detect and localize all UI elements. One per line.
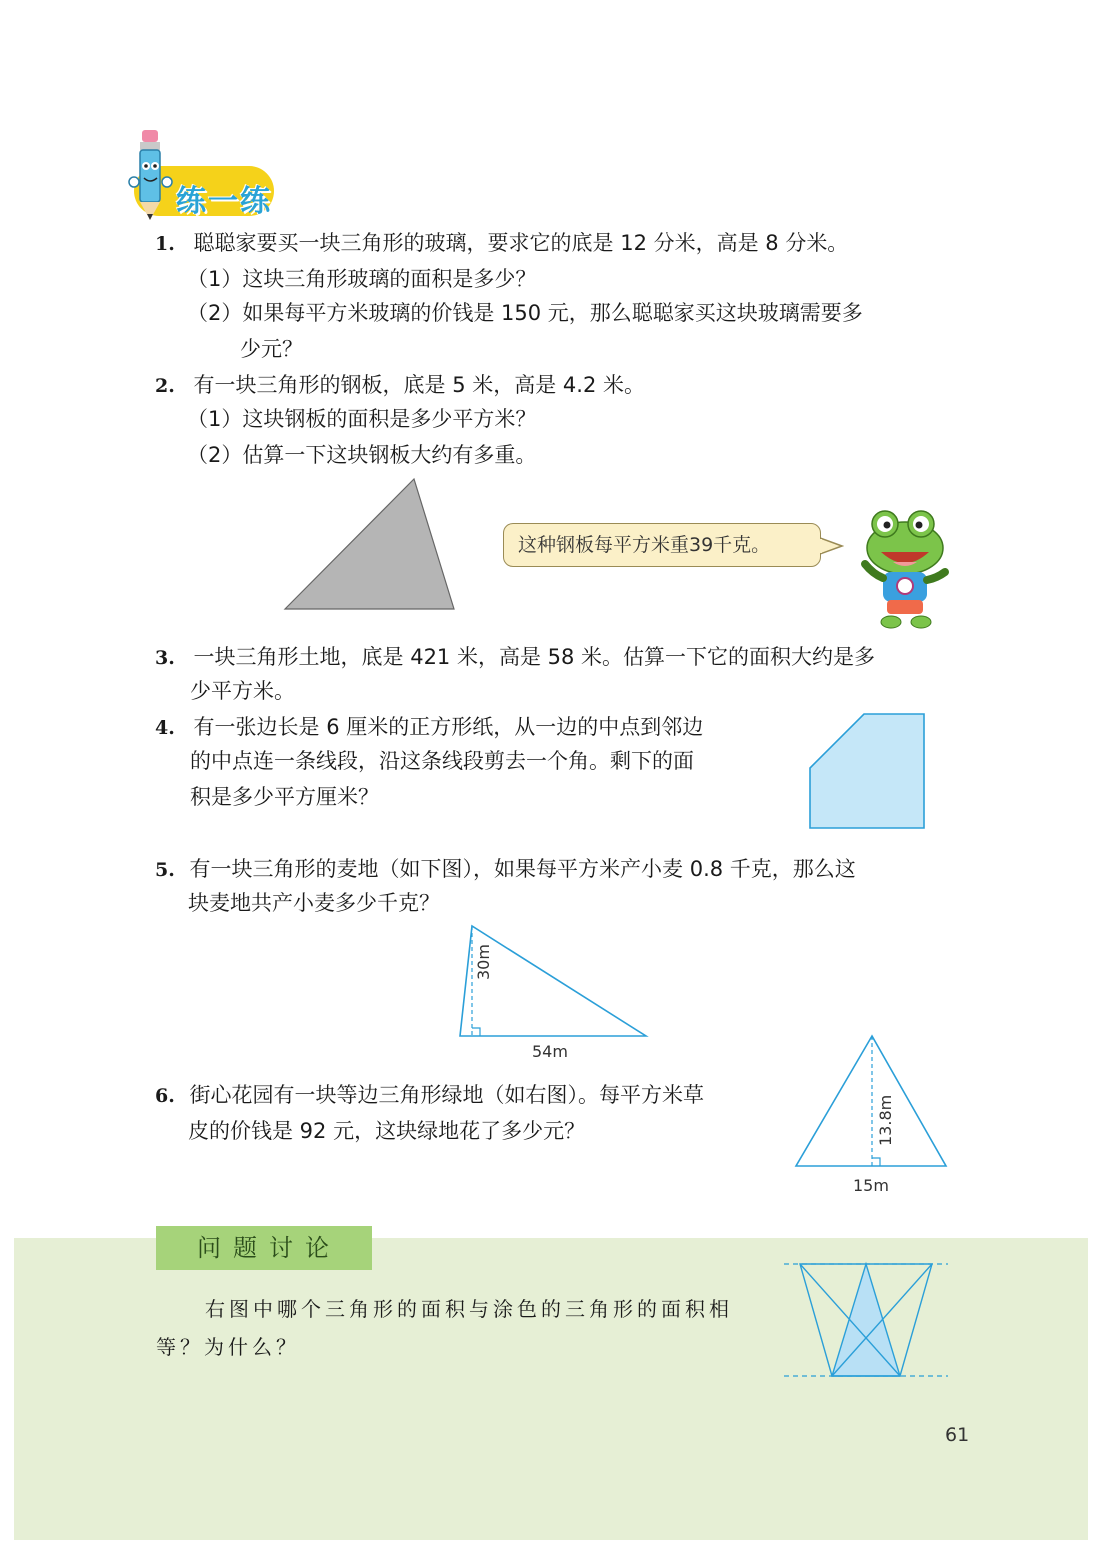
right-angle-mark	[472, 1028, 480, 1036]
problem-4-cont-1: 的中点连一条线段，沿这条线段剪去一个角。剩下的面	[190, 749, 694, 773]
problem-number: 1.	[155, 233, 175, 255]
trapezoid-figure	[780, 1256, 950, 1386]
frog-mascot-icon	[855, 508, 955, 636]
discussion-title: 问题讨论	[156, 1226, 372, 1270]
problem-1-sub-1: （1）这块三角形玻璃的面积是多少？	[187, 267, 537, 291]
height-label: 13.8m	[876, 1094, 895, 1146]
wheat-field-triangle	[460, 926, 646, 1036]
problem-1	[155, 226, 848, 261]
page-number: 61	[945, 1424, 970, 1446]
discussion-text-1: 右图中哪个三角形的面积与涂色的三角形的面积相	[205, 1297, 733, 1321]
problem-1-sub-2-cont: 少元？	[240, 337, 303, 361]
cut-square-figure	[806, 710, 930, 838]
section-title: 练一练	[176, 184, 272, 219]
problem-text: 有一块三角形的钢板，底是 5 米，高是 4.2 米。	[193, 373, 645, 397]
cut-square-shape	[810, 714, 924, 828]
garden-triangle	[796, 1036, 946, 1166]
base-label: 54m	[532, 1042, 568, 1061]
height-label: 30m	[474, 944, 493, 980]
problem-text: 街心花园有一块等边三角形绿地（如右图）。每平方米草	[189, 1083, 705, 1107]
problem-2	[155, 368, 645, 403]
problem-5	[155, 852, 856, 887]
problem-number: 4.	[155, 717, 175, 739]
problem-5-cont: 块麦地共产小麦多少千克？	[188, 891, 440, 915]
pencil-mascot-icon	[126, 126, 176, 222]
wheat-field-figure	[450, 920, 650, 1046]
speech-bubble: 这种钢板每平方米重39千克。	[503, 523, 821, 567]
problem-text: 一块三角形土地，底是 421 米，高是 58 米。估算一下它的面积大约是多	[193, 645, 876, 669]
speech-bubble-tail	[820, 536, 844, 560]
problem-3	[155, 640, 875, 675]
problem-6-cont: 皮的价钱是 92 元，这块绿地花了多少元？	[188, 1119, 586, 1143]
problem-4-cont-2: 积是多少平方厘米？	[190, 785, 379, 809]
problem-number: 6.	[155, 1085, 175, 1107]
problem-text: 有一张边长是 6 厘米的正方形纸，从一边的中点到邻边	[193, 715, 704, 739]
problem-number: 5.	[155, 859, 175, 881]
problem-number: 3.	[155, 647, 175, 669]
garden-figure	[792, 1032, 952, 1176]
discussion-text-2: 等？为什么？	[156, 1335, 300, 1359]
problem-1-sub-2: （2）如果每平方米玻璃的价钱是 150 元，那么聪聪家买这块玻璃需要多	[187, 301, 863, 325]
base-label: 15m	[853, 1176, 889, 1195]
steel-plate-figure	[280, 475, 460, 619]
problem-number: 2.	[155, 375, 175, 397]
shaded-triangle	[832, 1264, 900, 1376]
steel-plate-triangle	[285, 479, 454, 609]
problem-3-cont: 少平方米。	[190, 679, 295, 703]
problem-6	[155, 1078, 704, 1113]
problem-2-sub-1: （1）这块钢板的面积是多少平方米？	[187, 407, 537, 431]
problem-2-sub-2: （2）估算一下这块钢板大约有多重。	[187, 443, 537, 467]
right-angle-mark	[872, 1158, 880, 1166]
problem-text: 有一块三角形的麦地（如下图），如果每平方米产小麦 0.8 千克，那么这	[189, 857, 856, 881]
problem-text: 聪聪家要买一块三角形的玻璃，要求它的底是 12 分米，高是 8 分米。	[193, 231, 849, 255]
problem-4	[155, 710, 703, 745]
